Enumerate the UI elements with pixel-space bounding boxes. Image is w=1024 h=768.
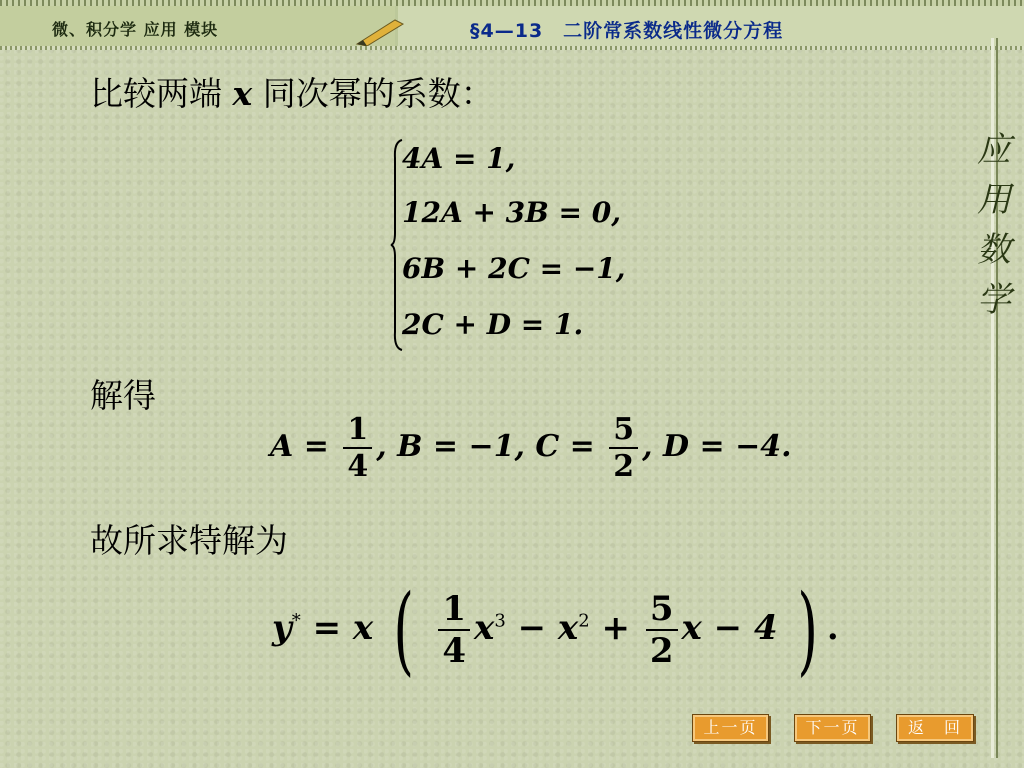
fraction-numerator: 5 — [613, 412, 635, 447]
side-label-char: 数 — [977, 230, 1011, 270]
fraction-denominator: 4 — [347, 449, 369, 484]
fraction-denominator: 4 — [442, 631, 467, 671]
equation-row-3: 6B + 2C = −1, — [402, 252, 626, 285]
header-top-stripes — [0, 0, 1024, 6]
particular-label: 故所求特解为 — [90, 521, 288, 560]
intro-text-after: 同次幂的系数： — [262, 74, 494, 113]
term-minus-x-squared: − x — [517, 608, 579, 648]
left-paren: ( — [393, 574, 415, 686]
return-button[interactable]: 返 回 — [896, 714, 974, 742]
next-page-button[interactable]: 下一页 — [794, 714, 871, 742]
fraction-five-halves — [609, 412, 638, 484]
side-label-applied-math — [962, 125, 1024, 325]
intro-text-before: 比较两端 — [90, 74, 222, 113]
header-bottom-stripes — [0, 46, 1024, 50]
fraction-numerator: 1 — [347, 412, 369, 447]
side-label-char: 用 — [977, 180, 1011, 220]
prev-page-button[interactable]: 上一页 — [692, 714, 769, 742]
fraction-numerator: 1 — [442, 589, 467, 629]
side-label-char: 学 — [977, 280, 1011, 320]
fraction-one-quarter — [343, 412, 372, 484]
header-bar — [0, 0, 1024, 52]
plus-sign: + — [601, 608, 631, 648]
solution-a-lhs: A = — [270, 429, 329, 464]
intro-line — [90, 68, 494, 115]
fraction-numerator: 5 — [649, 589, 674, 629]
exponent-2: 2 — [578, 610, 590, 632]
intro-variable: x — [232, 74, 253, 113]
module-title: 微、积分学 应用 模块 — [52, 20, 219, 39]
equation-row-1: 4A = 1, — [402, 142, 516, 175]
solve-label: 解得 — [90, 376, 156, 415]
term-x-minus-4: x − 4 — [681, 608, 778, 648]
solution-b-part: , B = −1, C = — [376, 429, 595, 464]
particular-star: * — [291, 610, 301, 632]
fraction-one-quarter — [438, 589, 470, 671]
term-x-cubed: x — [474, 608, 495, 648]
pencil-icon — [355, 16, 405, 46]
solution-line — [270, 412, 792, 484]
fraction-five-halves — [646, 589, 678, 671]
section-title: §4—13 二阶常系数线性微分方程 — [470, 20, 784, 42]
side-label-char: 应 — [977, 130, 1011, 170]
right-paren: ) — [797, 574, 819, 686]
solution-d-part: , D = −4. — [642, 429, 792, 464]
exponent-3: 3 — [494, 610, 506, 632]
equation-row-2: 12A + 3B = 0, — [402, 196, 621, 229]
fraction-denominator: 2 — [649, 631, 674, 671]
particular-solution — [272, 574, 839, 686]
particular-eq-x: = x — [312, 608, 374, 648]
particular-period: . — [826, 608, 839, 648]
particular-y: y — [272, 608, 292, 648]
equation-row-4: 2C + D = 1. — [402, 308, 584, 341]
fraction-denominator: 2 — [613, 449, 635, 484]
